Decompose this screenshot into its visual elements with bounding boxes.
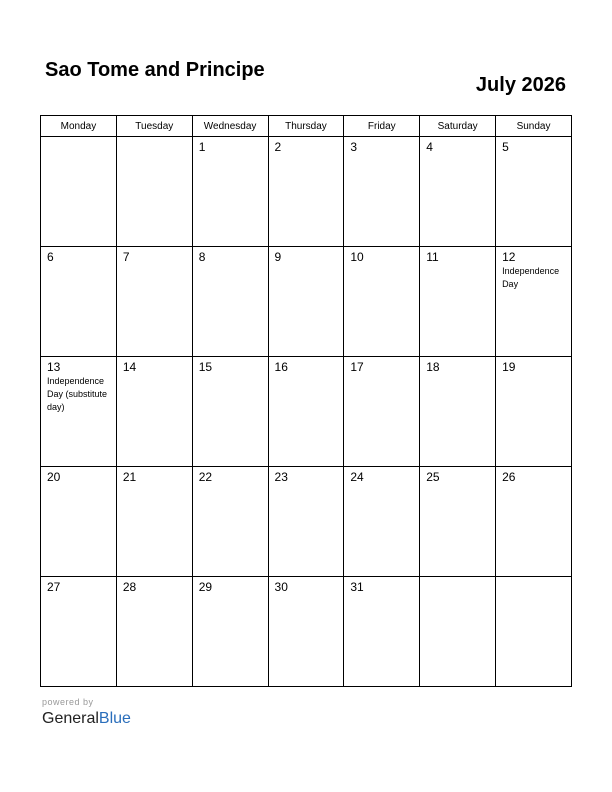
day-number: 23 [274, 470, 288, 484]
day-number: 13 [47, 360, 61, 374]
day-number: 16 [274, 360, 288, 374]
day-cell [496, 357, 572, 467]
day-number: 22 [198, 470, 213, 484]
day-number: 31 [350, 580, 364, 594]
day-number: 20 [47, 470, 61, 484]
day-cell [268, 137, 344, 247]
day-number: 8 [198, 250, 206, 264]
day-cell [41, 467, 117, 577]
day-cell [116, 357, 192, 467]
day-number: 3 [350, 140, 358, 154]
holiday-label: Independence Day (substitute day) [47, 376, 108, 412]
weekday-header-row [41, 116, 572, 137]
day-cell [41, 357, 117, 467]
day-cell [344, 357, 420, 467]
day-cell [41, 577, 117, 687]
month-title: July 2026 [475, 74, 566, 96]
day-number: 21 [122, 470, 137, 484]
weekday-header: Wednesday [192, 116, 268, 137]
day-number: 29 [198, 580, 213, 594]
day-cell [192, 467, 268, 577]
day-number: 4 [426, 140, 433, 154]
day-cell [496, 137, 572, 247]
day-number: 30 [274, 580, 288, 594]
day-cell [268, 577, 344, 687]
day-number: 6 [47, 250, 54, 264]
day-number: 10 [350, 250, 364, 264]
weekday-header: Thursday [268, 116, 344, 137]
day-cell [420, 577, 496, 687]
brand-blue: Blue [98, 710, 131, 727]
calendar-grid [40, 115, 572, 687]
week-row [41, 247, 572, 357]
day-cell [344, 247, 420, 357]
footer-brand [42, 696, 131, 729]
day-number: 18 [426, 360, 440, 374]
day-number: 24 [350, 470, 364, 484]
day-cell [192, 247, 268, 357]
day-number: 2 [274, 140, 282, 154]
day-cell [344, 467, 420, 577]
country-title: Sao Tome and Principe [45, 59, 265, 81]
day-cell [420, 247, 496, 357]
weekday-header: Tuesday [116, 116, 192, 137]
day-cell [116, 137, 192, 247]
day-cell [41, 247, 117, 357]
day-number: 28 [122, 580, 137, 594]
day-cell [116, 247, 192, 357]
day-cell [192, 137, 268, 247]
weekday-header: Monday [41, 116, 117, 137]
holiday-label: Independence Day [502, 266, 560, 289]
week-row [41, 357, 572, 467]
weekday-header: Friday [344, 116, 420, 137]
powered-by-text: powered by [42, 697, 94, 707]
day-cell [496, 247, 572, 357]
day-number: 11 [426, 250, 439, 264]
day-number: 26 [502, 470, 516, 484]
day-cell [192, 357, 268, 467]
day-number: 5 [502, 140, 509, 154]
day-cell [420, 467, 496, 577]
day-cell [344, 137, 420, 247]
week-row [41, 137, 572, 247]
day-number: 17 [350, 360, 364, 374]
day-number: 7 [122, 250, 130, 264]
day-number: 25 [426, 470, 440, 484]
day-number: 12 [502, 250, 516, 264]
day-cell [420, 137, 496, 247]
day-cell [268, 467, 344, 577]
day-cell [268, 247, 344, 357]
day-cell [192, 577, 268, 687]
day-cell [496, 577, 572, 687]
week-row [41, 467, 572, 577]
day-cell [496, 467, 572, 577]
generalblue-logo [42, 709, 131, 729]
day-number: 9 [274, 250, 282, 264]
week-row [41, 577, 572, 687]
day-number: 27 [47, 580, 61, 594]
day-cell [268, 357, 344, 467]
day-cell [116, 577, 192, 687]
day-number: 19 [502, 360, 516, 374]
day-number: 15 [198, 360, 213, 374]
weekday-header: Sunday [496, 116, 572, 137]
day-cell [344, 577, 420, 687]
day-cell [116, 467, 192, 577]
day-number: 14 [122, 360, 137, 374]
brand-general: General [42, 710, 99, 727]
weekday-header: Saturday [420, 116, 496, 137]
day-cell [41, 137, 117, 247]
day-cell [420, 357, 496, 467]
day-number: 1 [198, 140, 206, 154]
